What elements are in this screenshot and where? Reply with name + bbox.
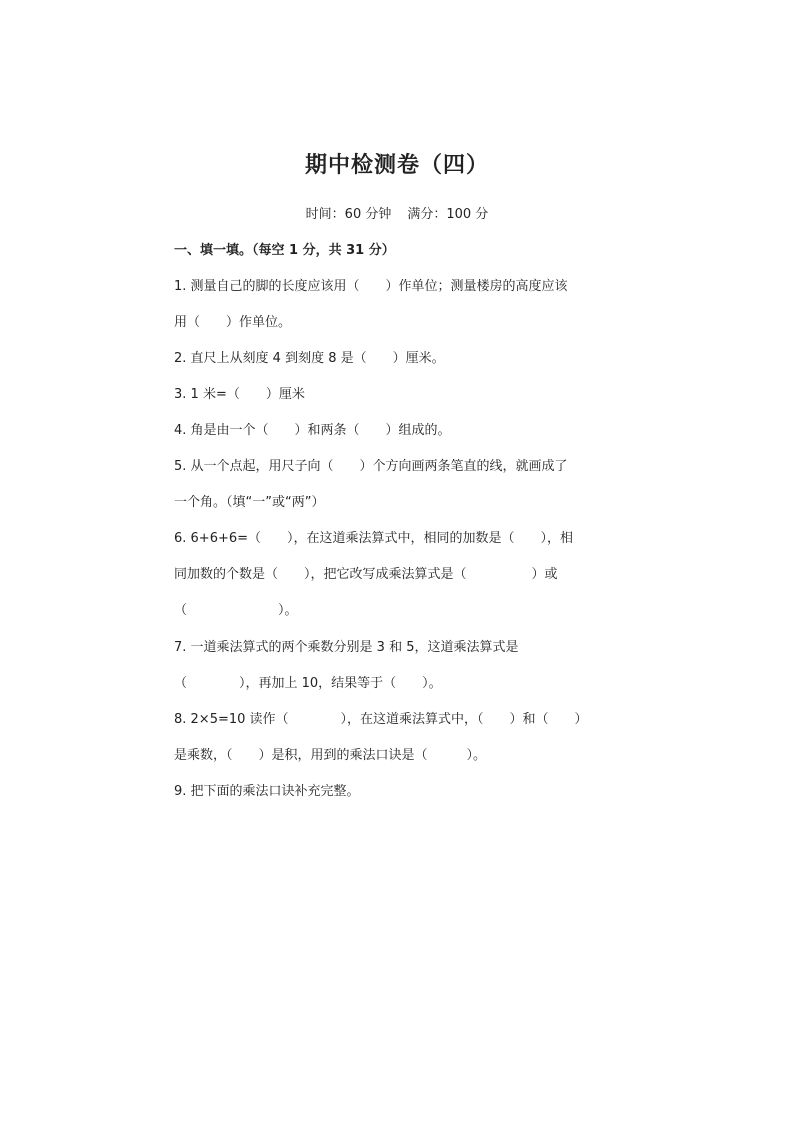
question-line: 用（ ）作单位。	[174, 315, 292, 330]
question-line: 同加数的个数是（ ），把它改写成乘法算式是（ ）或	[174, 567, 558, 582]
question-line: 8. 2×5=10 读作（ ），在这道乘法算式中，（ ）和（ ）	[174, 712, 588, 727]
page-title: 期中检测卷（四）	[304, 153, 489, 178]
question-line: 5. 从一个点起，用尺子向（ ）个方向画两条笔直的线，就画成了	[174, 459, 568, 474]
question-line: 9. 把下面的乘法口诀补充完整。	[174, 784, 360, 799]
time-limit: 时间：60 分钟	[305, 207, 392, 222]
question-line: 1. 测量自己的脚的长度应该用（ ）作单位；测量楼房的高度应该	[174, 279, 568, 294]
question-line: 6. 6+6+6=（ ），在这道乘法算式中，相同的加数是（ ），相	[174, 531, 574, 546]
question-line: 7. 一道乘法算式的两个乘数分别是 3 和 5，这道乘法算式是	[174, 640, 519, 655]
question-line: 是乘数，（ ）是积，用到的乘法口诀是（ ）。	[174, 748, 487, 763]
question-line: （ ），再加上 10，结果等于（ ）。	[174, 676, 442, 691]
section-heading: 一、填一填。（每空 1 分，共 31 分）	[174, 243, 395, 258]
question-line: 2. 直尺上从刻度 4 到刻度 8 是（ ）厘米。	[174, 351, 445, 366]
full-score: 满分：100 分	[407, 207, 489, 222]
question-line: 4. 角是由一个（ ）和两条（ ）组成的。	[174, 423, 451, 438]
question-line: 一个角。（填“一”或“两”）	[174, 495, 325, 510]
question-line: （ ）。	[174, 603, 298, 618]
exam-meta	[0, 205, 794, 225]
question-line: 3. 1 米=（ ）厘米	[174, 387, 305, 402]
